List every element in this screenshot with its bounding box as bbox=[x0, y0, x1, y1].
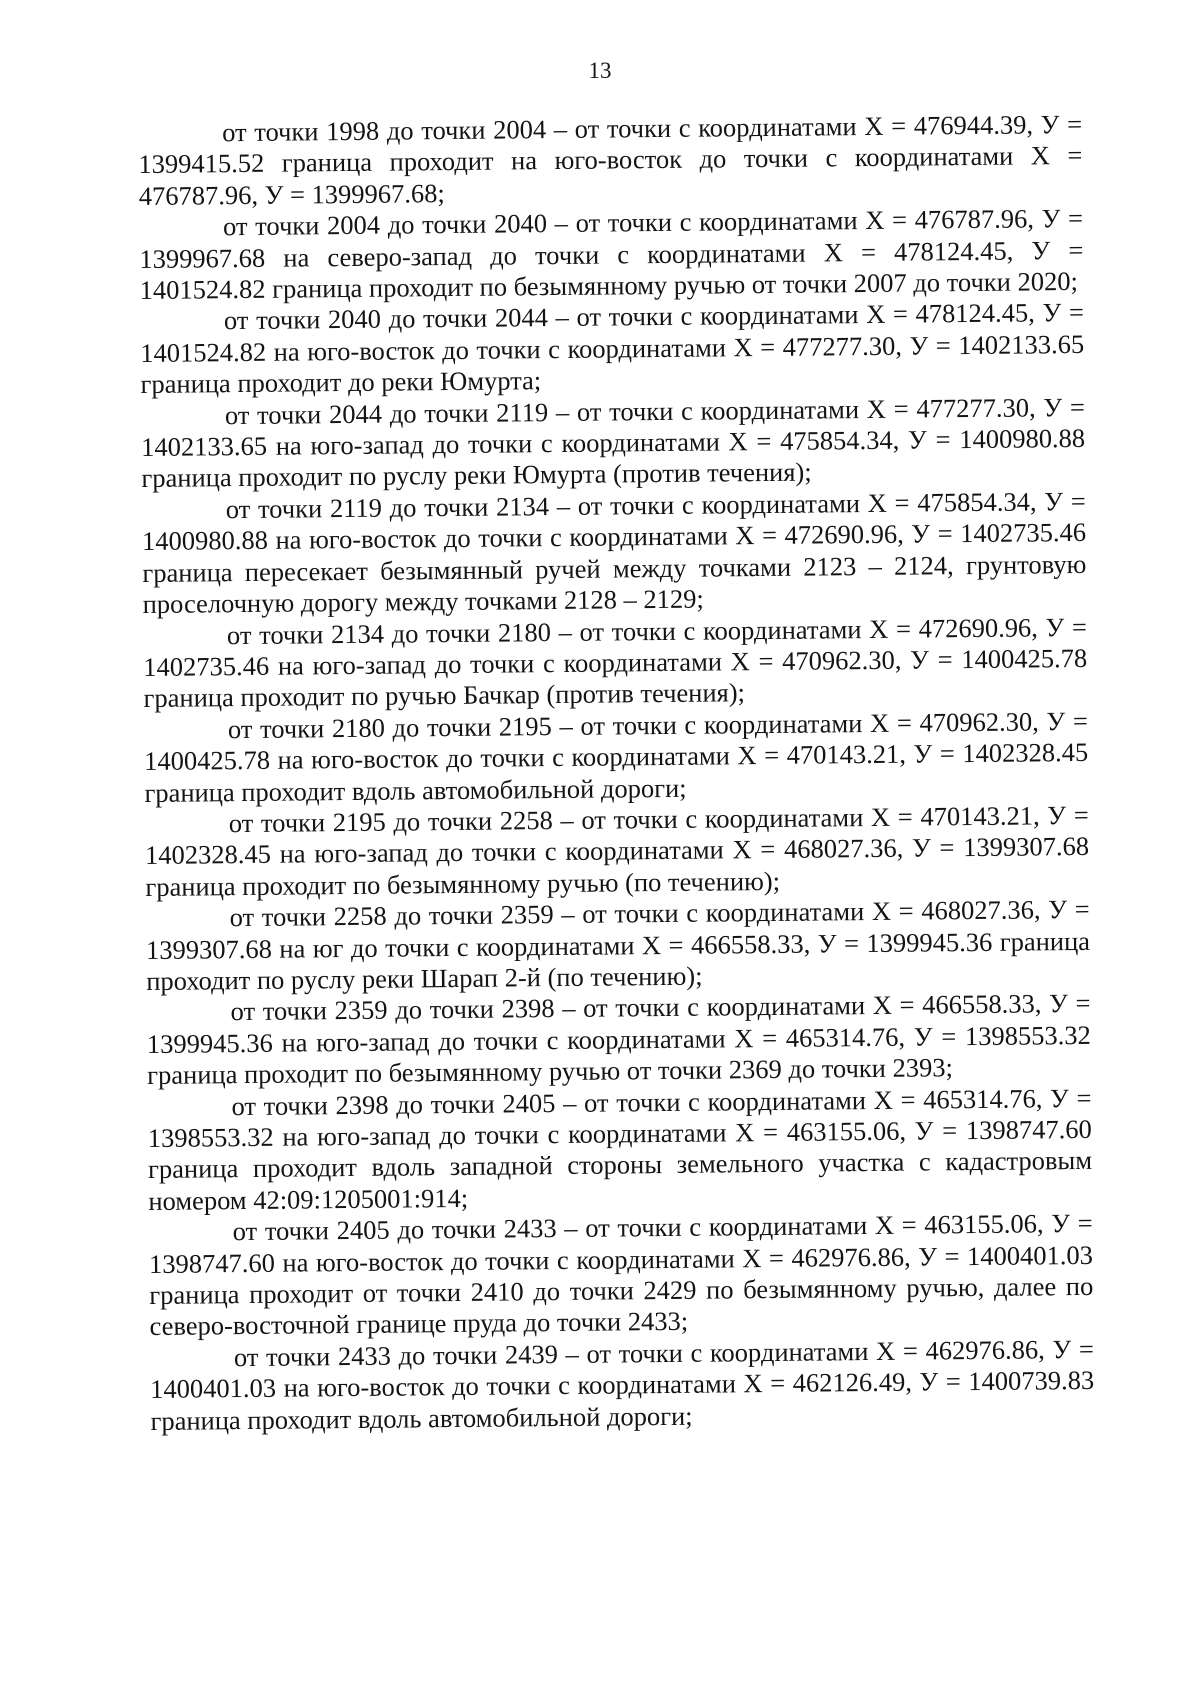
document-body bbox=[138, 109, 1095, 1437]
paragraph-segment-2359-2398: от точки 2359 до точки 2398 – от точки с координатами Х = 466558.33, У = 1399945.36 на юго-запад до точки с координатами Х = 465314.76, У = 1398553.32 граница проходит по безымянному ручью от точки 2369 до точки 2393; bbox=[146, 988, 1091, 1091]
paragraph-segment-1998-2004: от точки 1998 до точки 2004 – от точки с координатами Х = 476944.39, У = 1399415.52 граница проходит на юго-восток до точки с координатами Х = 476787.96, У = 1399967.68; bbox=[138, 108, 1083, 211]
paragraph-segment-2398-2405: от точки 2398 до точки 2405 – от точки с координатами Х = 465314.76, У = 1398553.32 на юго-запад до точки с координатами Х = 463155.06, У = 1398747.60 граница проходит вдоль западной стороны земельного участка с кадастровым номером 42:09:1205001:914; bbox=[147, 1082, 1093, 1216]
paragraph-segment-2433-2439: от точки 2433 до точки 2439 – от точки с координатами Х = 462976.86, У = 1400401.03 на юго-восток до точки с координатами Х = 462126.49, У = 1400739.83 граница проходит вдоль автомобильной дороги; bbox=[150, 1333, 1095, 1436]
page-number: 13 bbox=[588, 58, 612, 83]
paragraph-segment-2004-2040: от точки 2004 до точки 2040 – от точки с координатами Х = 476787.96, У = 1399967.68 на северо-запад до точки с координатами Х = 478124.45, У = 1401524.82 граница проходит по безымянному ручью от точки 2007 до точки 2020; bbox=[139, 203, 1084, 306]
paragraph-segment-2195-2258: от точки 2195 до точки 2258 – от точки с координатами Х = 470143.21, У = 1402328.45 на юго-запад до точки с координатами Х = 468027.36, У = 1399307.68 граница проходит по безымянному ручью (по течению); bbox=[144, 799, 1090, 902]
paragraph-segment-2119-2134: от точки 2119 до точки 2134 – от точки с координатами Х = 475854.34, У = 1400980.88 на юго-восток до точки с координатами Х = 472690.96, У = 1402735.46 граница пересекает безымянный ручей между точками 2123 – 2124, грунтовую проселочную дорогу между точками 2128 – 2129; bbox=[141, 485, 1087, 620]
paragraph-segment-2040-2044: от точки 2040 до точки 2044 – от точки с координатами Х = 478124.45, У = 1401524.82 на юго-восток до точки с координатами Х = 477277.30, У = 1402133.65 граница проходит до реки Юмурта; bbox=[140, 297, 1085, 400]
paragraph-segment-2044-2119: от точки 2044 до точки 2119 – от точки с координатами Х = 477277.30, У = 1402133.65 на юго-запад до точки с координатами Х = 475854.34, У = 1400980.88 граница проходит по руслу реки Юмурта (против течения); bbox=[141, 391, 1086, 494]
paragraph-segment-2180-2195: от точки 2180 до точки 2195 – от точки с координатами Х = 470962.30, У = 1400425.78 на юго-восток до точки с координатами Х = 470143.21, У = 1402328.45 граница проходит вдоль автомобильной дороги; bbox=[144, 705, 1089, 808]
paragraph-segment-2134-2180: от точки 2134 до точки 2180 – от точки с координатами Х = 472690.96, У = 1402735.46 на юго-запад до точки с координатами Х = 470962.30, У = 1400425.78 граница проходит по ручью Бачкар (против течения); bbox=[143, 611, 1088, 714]
paragraph-segment-2405-2433: от точки 2405 до точки 2433 – от точки с координатами Х = 463155.06, У = 1398747.60 на юго-восток до точки с координатами Х = 462976.86, У = 1400401.03 граница проходит от точки 2410 до точки 2429 по безымянному ручью, далее по северо-восточной границе пруда до точки 2433; bbox=[148, 1208, 1094, 1342]
paragraph-segment-2258-2359: от точки 2258 до точки 2359 – от точки с координатами Х = 468027.36, У = 1399307.68 на юг до точки с координатами Х = 466558.33, У = 1399945.36 граница проходит по руслу реки Шарап 2-й (по течению); bbox=[145, 894, 1091, 996]
